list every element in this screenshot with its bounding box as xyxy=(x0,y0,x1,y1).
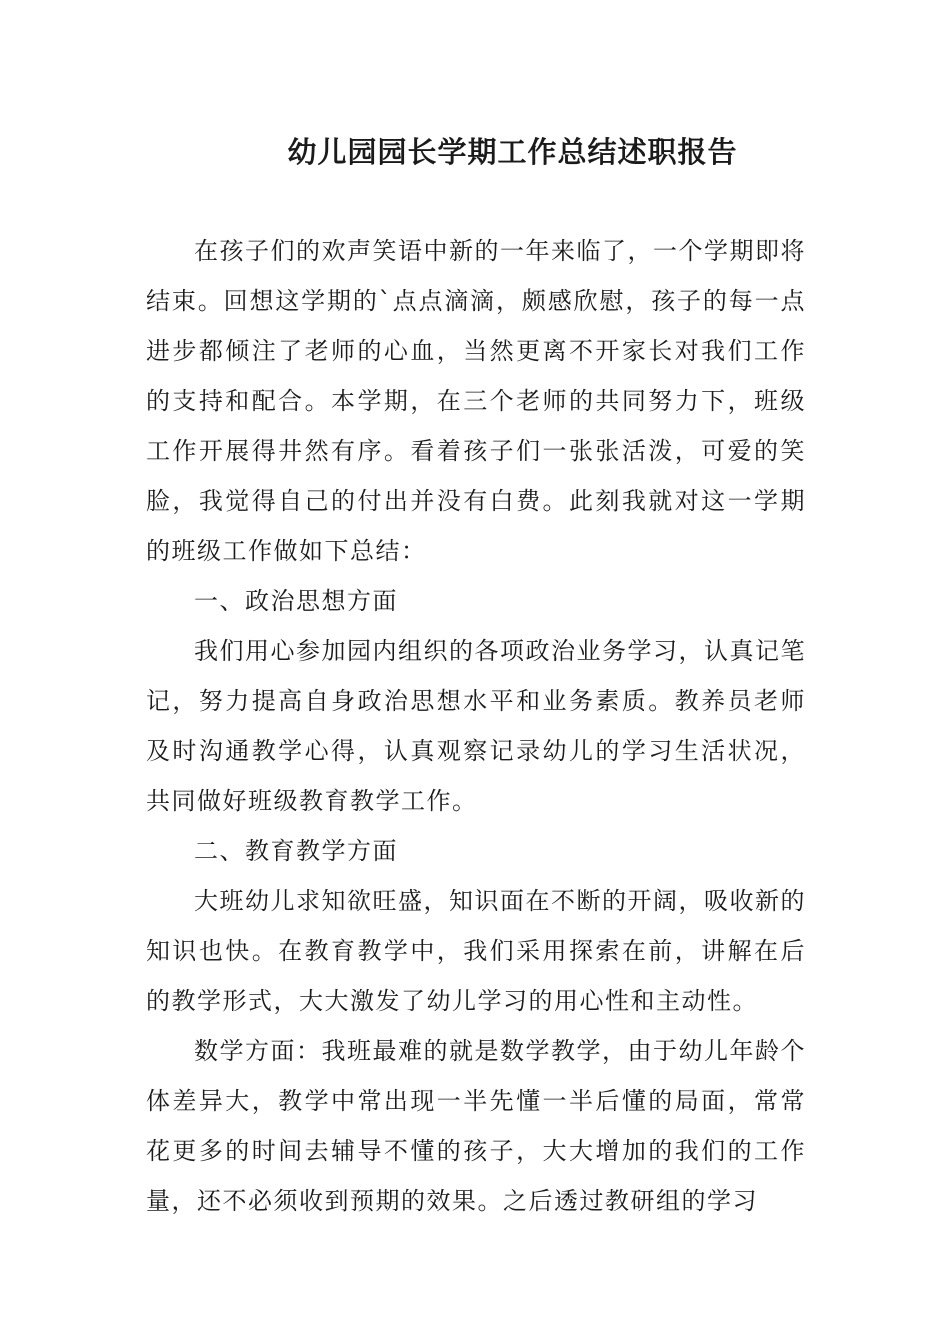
section-heading-teaching: 二、教育教学方面 xyxy=(194,837,398,865)
paragraph-teaching: 大班幼儿求知欲旺盛，知识面在不断的开阔，吸收新的知识也快。在教育教学中，我们采用探索在前，讲解在后的教学形式，大大激发了幼儿学习的用心性和主动性。 xyxy=(146,887,806,1015)
section-heading-politics: 一、政治思想方面 xyxy=(194,587,398,615)
paragraph-politics: 我们用心参加园内组织的各项政治业务学习，认真记笔记，努力提高自身政治思想水平和业务素质。教养员老师及时沟通教学心得，认真观察记录幼儿的学习生活状况，共同做好班级教育教学工作。 xyxy=(146,637,806,815)
document-title: 幼儿园园长学期工作总结述职报告 xyxy=(287,135,738,169)
document-body xyxy=(146,226,806,1226)
paragraph-intro: 在孩子们的欢声笑语中新的一年来临了，一个学期即将结束。回想这学期的`点点滴滴，颇感欣慰，孩子的每一点进步都倾注了老师的心血，当然更离不开家长对我们工作的支持和配合。本学期，在三个老师的共同努力下，班级工作开展得井然有序。看着孩子们一张张活泼，可爱的笑脸，我觉得自己的付出并没有白费。此刻我就对这一学期的班级工作做如下总结： xyxy=(146,237,806,565)
paragraph-math: 数学方面：我班最难的就是数学教学，由于幼儿年龄个体差异大，教学中常出现一半先懂一半后懂的局面，常常花更多的时间去辅导不懂的孩子，大大增加的我们的工作量，还不必须收到预期的效果。之后透过教研组的学习 xyxy=(146,1037,806,1215)
